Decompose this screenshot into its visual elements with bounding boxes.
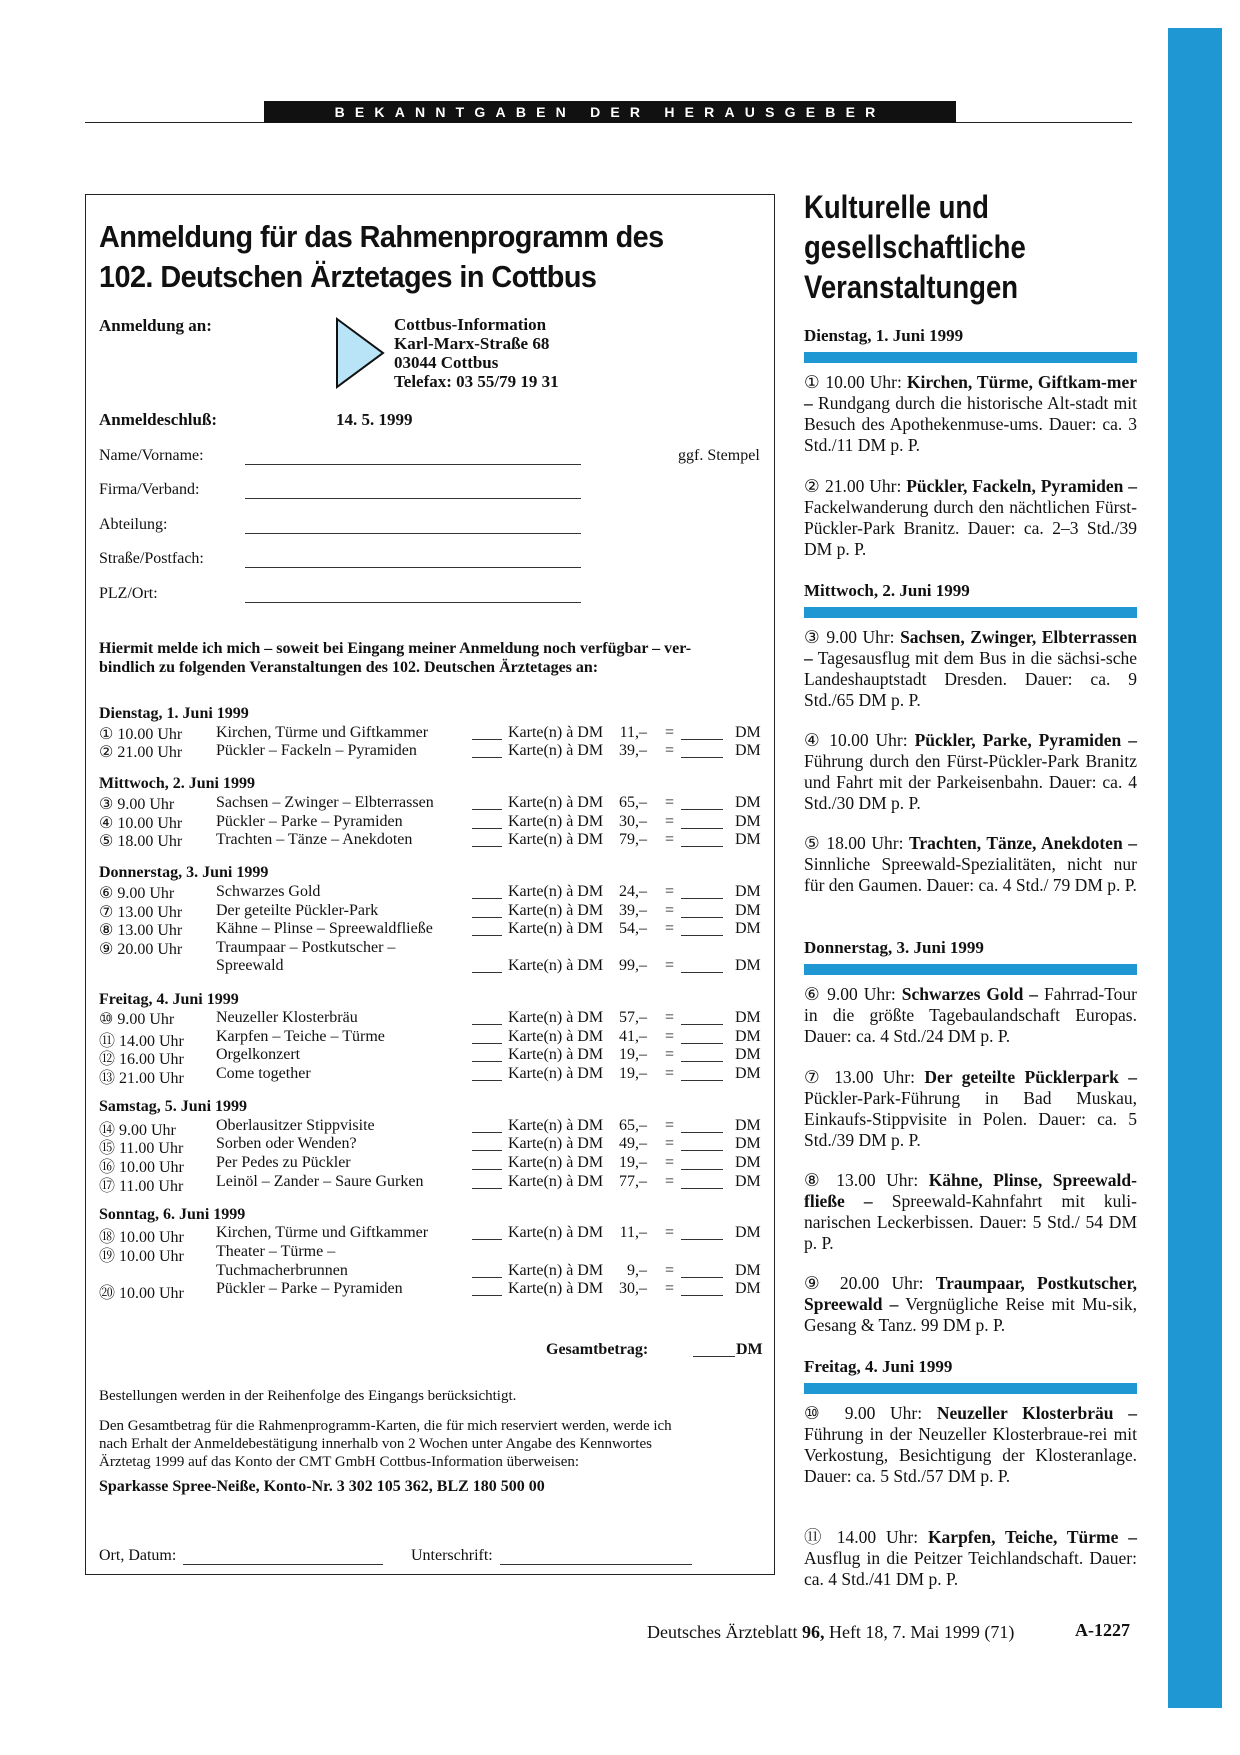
ticket-price: 19,– [619, 1065, 647, 1082]
ticket-price: 30,– [619, 812, 647, 830]
field-input-line[interactable] [245, 602, 581, 603]
signature-line[interactable] [500, 1564, 692, 1565]
anmeldung-label: Anmeldung an: [99, 316, 212, 335]
equals-sign: = [665, 1065, 675, 1082]
event-name: Pückler – Fackeln – Pyramiden [216, 742, 417, 760]
subtotal-input[interactable] [681, 1239, 723, 1240]
address-line: Cottbus-Information [394, 315, 547, 334]
ticket-label: Karte(n) à DM [508, 742, 604, 760]
subtotal-input[interactable] [681, 757, 723, 758]
ticket-count-input[interactable] [472, 1169, 502, 1170]
event-title: Traumpaar, Postkutscher, Spreewald – [804, 1273, 1137, 1314]
event-row [99, 1243, 764, 1279]
day-heading: Samstag, 5. Juni 1999 [99, 1098, 248, 1116]
currency-label: DM [735, 883, 761, 900]
event-title: Der geteilte Pücklerpark – [924, 1067, 1137, 1087]
ticket-price: 49,– [619, 1135, 647, 1153]
ticket-price: 65,– [619, 1116, 647, 1134]
section-banner: BEKANNTGABEN DER HERAUSGEBER [264, 101, 956, 123]
event-row [99, 1172, 764, 1195]
event-description [804, 627, 1137, 711]
event-description [804, 833, 1137, 896]
equals-sign: = [665, 1224, 675, 1242]
event-name: Kirchen, Türme und Giftkammer [216, 723, 429, 741]
subtotal-input[interactable] [681, 1169, 723, 1170]
ticket-label: Karte(n) à DM [508, 1046, 604, 1064]
ticket-count-input[interactable] [472, 1080, 502, 1081]
event-name: Schwarzes Gold [216, 883, 321, 900]
day-heading: Dienstag, 1. Juni 1999 [99, 705, 249, 722]
subtotal-input[interactable] [681, 917, 723, 918]
event-row [99, 1065, 764, 1087]
registration-form [85, 194, 775, 1575]
event-title: Neuzeller Klosterbräu – [936, 1403, 1137, 1423]
subtotal-input[interactable] [681, 846, 723, 847]
event-time: ① 10.00 Uhr [99, 725, 183, 743]
day-heading: Dienstag, 1. Juni 1999 [804, 326, 964, 345]
event-row [99, 724, 764, 742]
equals-sign: = [665, 1280, 675, 1298]
event-row [99, 1280, 764, 1303]
event-text: Vergnügliche Reise mit Mu-sik, Gesang & Tanz. 99 DM p. P. [804, 1294, 1137, 1335]
ticket-label: Karte(n) à DM [508, 812, 604, 830]
currency-label: DM [735, 957, 761, 975]
event-time: ⑥ 9.00 Uhr [99, 885, 175, 902]
subtotal-input[interactable] [681, 972, 723, 973]
event-time: ⑨ 20.00 Uhr: [804, 1273, 936, 1293]
event-row [99, 1135, 764, 1158]
subtotal-input[interactable] [681, 898, 723, 899]
equals-sign: = [665, 901, 675, 919]
equals-sign: = [665, 1046, 675, 1064]
ticket-label: Karte(n) à DM [508, 794, 604, 811]
field-input-line[interactable] [245, 533, 581, 534]
street-field[interactable] [99, 550, 579, 572]
ticket-price: 57,– [619, 1009, 647, 1027]
bank-details: Sparkasse Spree-Neiße, Konto-Nr. 3 302 105 362, BLZ 180 500 00 [99, 1478, 545, 1495]
event-title: Sachsen, Zwinger, Elbterrassen – [804, 627, 1137, 668]
currency-label: DM [735, 1135, 761, 1153]
day-heading: Donnerstag, 3. Juni 1999 [99, 864, 269, 882]
ticket-count-input[interactable] [472, 809, 502, 810]
equals-sign: = [665, 1172, 675, 1190]
event-title: Pückler, Parke, Pyramiden – [914, 730, 1137, 750]
equals-sign: = [665, 831, 675, 849]
subtotal-input[interactable] [681, 935, 723, 936]
event-row [99, 1027, 764, 1050]
event-time: ② 21.00 Uhr: [804, 476, 907, 496]
event-text: Sinnliche Spreewald-Spezialitäten, nicht nur für den Gaumen. Dauer: ca. 4 Std./ 79 DM p. P. [804, 854, 1137, 895]
journal-issue: Heft 18, 7. Mai 1999 (71) [824, 1622, 1015, 1642]
event-time: ⑦ 13.00 Uhr [99, 903, 183, 921]
event-time: ⑩ 9.00 Uhr: [804, 1403, 937, 1423]
journal-name: Deutsches Ärzteblatt [647, 1622, 802, 1642]
form-title [99, 217, 717, 297]
ticket-count-input[interactable] [472, 1188, 502, 1189]
title-line: gesellschaftliche [804, 229, 1026, 265]
event-name: Kirchen, Türme und Giftkammer [216, 1224, 429, 1242]
event-time: ⑭ 9.00 Uhr [99, 1121, 176, 1139]
event-time: ⑩ 9.00 Uhr [99, 1011, 175, 1029]
ticket-count-input[interactable] [472, 739, 502, 740]
address-line: Telefax: 03 55/79 19 31 [394, 372, 559, 391]
signature-label: Unterschrift: [411, 1547, 493, 1564]
event-text: Rundgang durch die historische Alt-stadt mit Besuch des Apothekenmuse-ums. Dauer: ca. 3 Std./11 DM p. P. [804, 393, 1137, 455]
event-text: Ausflug in die Peitzer Teichlandschaft. Dauer: ca. 4 Std./41 DM p. P. [804, 1548, 1137, 1589]
event-name: Sorben oder Wenden? [216, 1135, 357, 1153]
field-input-line[interactable] [245, 498, 581, 499]
event-name: Kähne – Plinse – Spreewaldfließe [216, 920, 433, 938]
event-time: ④ 10.00 Uhr [99, 814, 183, 832]
ticket-price: 39,– [619, 901, 647, 919]
event-description [804, 1170, 1137, 1254]
event-description [804, 1067, 1137, 1151]
ticket-count-input[interactable] [472, 846, 502, 847]
ticket-label: Karte(n) à DM [508, 1027, 604, 1045]
event-name: Traumpaar – Postkutscher – [216, 938, 396, 956]
event-description [804, 730, 1137, 814]
event-text: Führung durch den Fürst-Pückler-Park Branitz und Fahrt mit der Parkeisenbahn. Dauer: ca. 4 Std./30 DM p. P. [804, 751, 1137, 813]
total-input-line[interactable] [693, 1356, 735, 1357]
event-name: Der geteilte Pückler-Park [216, 901, 379, 919]
ticket-count-input[interactable] [472, 1239, 502, 1240]
total-currency: DM [736, 1341, 763, 1358]
day-heading-bar [804, 964, 1137, 975]
event-title: Schwarzes Gold – [901, 984, 1039, 1004]
subtotal-input[interactable] [681, 809, 723, 810]
day-heading: Freitag, 4. Juni 1999 [99, 990, 239, 1008]
total-label: Gesamtbetrag: [546, 1341, 649, 1358]
ticket-count-input[interactable] [472, 898, 502, 899]
department-field[interactable] [99, 516, 579, 538]
event-time: ⑲ 10.00 Uhr [99, 1248, 184, 1265]
event-row [99, 831, 764, 849]
page-number: A-1227 [1075, 1620, 1130, 1640]
currency-label: DM [735, 1172, 761, 1190]
event-row [99, 813, 764, 831]
subtotal-input[interactable] [681, 1188, 723, 1189]
event-text: Fackelwanderung durch den nächtlichen Fürst-Pückler-Park Branitz. Dauer: ca. 2–3 Std./39 DM p. P. [804, 497, 1137, 559]
ticket-count-input[interactable] [472, 1024, 502, 1025]
ticket-price: 11,– [619, 1224, 647, 1242]
field-input-line[interactable] [245, 464, 581, 465]
field-label: Abteilung: [99, 516, 168, 533]
field-label: PLZ/Ort: [99, 585, 158, 602]
field-label: Name/Vorname: [99, 447, 204, 464]
event-row [99, 883, 764, 901]
equals-sign: = [665, 723, 675, 741]
event-name: Sachsen – Zwinger – Elbterrassen [216, 794, 434, 811]
event-time: ⑱ 10.00 Uhr [99, 1229, 184, 1247]
currency-label: DM [735, 794, 761, 811]
order-note: Bestellungen werden in der Reihenfolge des Eingangs berücksichtigt. [99, 1388, 517, 1404]
ticket-count-input[interactable] [472, 972, 502, 973]
event-text: Spreewald-Kahnfahrt mit kuli-narischen Leckerbissen. Dauer: 5 Std./ 54 DM p. P. [804, 1191, 1137, 1253]
ticket-price: 79,– [619, 831, 647, 849]
day-heading-bar [804, 352, 1137, 363]
ticket-label: Karte(n) à DM [508, 1009, 604, 1027]
equals-sign: = [665, 1116, 675, 1134]
day-heading: Donnerstag, 3. Juni 1999 [804, 938, 984, 957]
equals-sign: = [665, 920, 675, 938]
event-row [99, 742, 764, 760]
event-time: ⑰ 11.00 Uhr [99, 1177, 184, 1195]
event-text: Fahrrad-Tour in die größte Tagebaulandschaft Europas. Dauer: ca. 4 Std./24 DM p. P. [804, 984, 1137, 1046]
equals-sign: = [665, 1009, 675, 1027]
event-row [99, 1154, 764, 1176]
currency-label: DM [735, 901, 761, 919]
subtotal-input[interactable] [681, 1295, 723, 1296]
ticket-label: Karte(n) à DM [508, 1172, 604, 1190]
ticket-price: 39,– [619, 742, 647, 760]
day-heading-bar [804, 1383, 1137, 1394]
form-title-line2: 102. Deutschen Ärztetages in Cottbus [99, 259, 597, 294]
address-block [394, 315, 559, 391]
ticket-count-input[interactable] [472, 917, 502, 918]
payment-note [99, 1417, 764, 1471]
event-text: Führung in der Neuzeller Klosterbraue-rei mit Verkostung, Besichtigung der Klosteranlage. Dauer: ca. 5 Std./57 DM p. P. [804, 1424, 1137, 1486]
event-title: Karpfen, Teiche, Türme – [927, 1527, 1137, 1547]
subtotal-input[interactable] [681, 828, 723, 829]
equals-sign: = [665, 883, 675, 900]
triangle-right-icon [335, 317, 385, 389]
currency-label: DM [735, 1046, 761, 1064]
ticket-label: Karte(n) à DM [508, 883, 604, 900]
event-text: Tagesausflug mit dem Bus in die sächsi-sche Landeshauptstadt Dresden. Dauer: ca. 9 Std./65 DM p. P. [804, 648, 1137, 710]
event-time: ⑫ 16.00 Uhr [99, 1051, 184, 1069]
ticket-label: Karte(n) à DM [508, 831, 604, 849]
currency-label: DM [735, 831, 761, 849]
event-time: ⑨ 20.00 Uhr [99, 940, 183, 958]
field-label: Firma/Verband: [99, 481, 200, 498]
ticket-label: Karte(n) à DM [508, 1280, 604, 1298]
event-row [99, 902, 764, 920]
event-row [99, 938, 764, 975]
intro-text [99, 639, 759, 677]
ticket-price: 24,– [619, 883, 647, 900]
deadline-value: 14. 5. 1999 [336, 410, 413, 429]
currency-label: DM [735, 1261, 761, 1279]
form-title-line1: Anmeldung für das Rahmenprogramm des [99, 219, 664, 254]
place-date-line[interactable] [183, 1564, 383, 1565]
event-description [804, 1273, 1137, 1336]
subtotal-input[interactable] [681, 1024, 723, 1025]
event-description [804, 1527, 1137, 1590]
event-time: ④ 10.00 Uhr: [804, 730, 915, 750]
ticket-count-input[interactable] [472, 1132, 502, 1133]
title-line: Veranstaltungen [804, 269, 1019, 305]
event-title: Trachten, Tänze, Anekdoten – [909, 833, 1137, 853]
ticket-count-input[interactable] [472, 1043, 502, 1044]
currency-label: DM [735, 920, 761, 938]
ticket-count-input[interactable] [472, 1295, 502, 1296]
ticket-count-input[interactable] [472, 1277, 502, 1278]
event-time: ⑦ 13.00 Uhr: [804, 1067, 925, 1087]
ticket-price: 65,– [619, 794, 647, 811]
payment-note-line: Ärztetag 1999 auf das Konto der CMT GmbH Cottbus-Information überweisen: [99, 1454, 580, 1470]
subtotal-input[interactable] [681, 1150, 723, 1151]
event-name: Pückler – Parke – Pyramiden [216, 812, 403, 830]
event-time: ③ 9.00 Uhr [99, 796, 175, 813]
payment-note-line: nach Erhalt der Anmeldebestätigung innerhalb von 2 Wochen unter Angabe des Kennwortes [99, 1436, 652, 1452]
event-text: Pückler-Park-Führung in Bad Muskau, Einkaufs-Stippvisite in Polen. Dauer: ca. 5 Std./39 DM p. P. [804, 1088, 1137, 1150]
equals-sign: = [665, 742, 675, 760]
subtotal-input[interactable] [681, 1132, 723, 1133]
event-name: Neuzeller Klosterbräu [216, 1009, 358, 1027]
subtotal-input[interactable] [681, 1277, 723, 1278]
deadline-label: Anmeldeschluß: [99, 410, 218, 429]
event-name: Trachten – Tänze – Anekdoten [216, 831, 413, 849]
field-input-line[interactable] [245, 567, 581, 568]
day-heading: Freitag, 4. Juni 1999 [804, 1357, 953, 1376]
ticket-price: 11,– [619, 723, 647, 741]
event-name-continued: Spreewald [216, 957, 284, 975]
name-field[interactable] [99, 447, 579, 469]
ticket-label: Karte(n) à DM [508, 723, 604, 741]
event-description [804, 372, 1137, 456]
event-time: ⑳ 10.00 Uhr [99, 1285, 184, 1303]
event-title: Kähne, Plinse, Spreewald-fließe – [804, 1170, 1137, 1211]
subtotal-input[interactable] [681, 739, 723, 740]
ticket-label: Karte(n) à DM [508, 920, 604, 938]
event-time: ③ 9.00 Uhr: [804, 627, 901, 647]
currency-label: DM [735, 1065, 761, 1082]
event-name: Pückler – Parke – Pyramiden [216, 1280, 403, 1298]
currency-label: DM [735, 1154, 761, 1171]
event-name: Oberlausitzer Stippvisite [216, 1116, 375, 1134]
side-accent-bar [1168, 28, 1222, 1708]
event-row [99, 1046, 764, 1069]
day-heading-bar [804, 607, 1137, 618]
ticket-count-input[interactable] [472, 935, 502, 936]
subtotal-input[interactable] [681, 1061, 723, 1062]
address-line: 03044 Cottbus [394, 353, 499, 372]
ticket-label: Karte(n) à DM [508, 901, 604, 919]
event-time: ⑬ 21.00 Uhr [99, 1070, 184, 1087]
title-line: Kulturelle und [804, 189, 989, 225]
ticket-label: Karte(n) à DM [508, 1135, 604, 1153]
event-name: Per Pedes zu Pückler [216, 1154, 351, 1171]
subtotal-input[interactable] [681, 1080, 723, 1081]
currency-label: DM [735, 1009, 761, 1027]
currency-label: DM [735, 723, 761, 741]
company-field[interactable] [99, 481, 579, 503]
stamp-label: ggf. Stempel [678, 447, 760, 464]
event-time: ⑧ 13.00 Uhr [99, 922, 183, 940]
day-heading: Sonntag, 6. Juni 1999 [99, 1205, 246, 1223]
event-time: ⑧ 13.00 Uhr: [804, 1170, 929, 1190]
subtotal-input[interactable] [681, 1043, 723, 1044]
event-name-continued: Tuchmacherbrunnen [216, 1261, 348, 1279]
ticket-price: 77,– [619, 1172, 647, 1190]
ticket-count-input[interactable] [472, 1150, 502, 1151]
right-column-title [804, 187, 1088, 307]
ticket-price: 54,– [619, 920, 647, 938]
event-time: ⑮ 11.00 Uhr [99, 1140, 184, 1158]
equals-sign: = [665, 812, 675, 830]
event-row [99, 1116, 764, 1139]
ticket-price: 30,– [619, 1280, 647, 1298]
ticket-price: 19,– [619, 1046, 647, 1064]
event-time: ② 21.00 Uhr [99, 744, 183, 762]
event-time: ⑪ 14.00 Uhr: [804, 1527, 928, 1547]
day-heading: Mittwoch, 2. Juni 1999 [804, 581, 970, 600]
ticket-price: 9,– [627, 1261, 647, 1279]
event-row [99, 794, 764, 812]
ticket-price: 19,– [619, 1154, 647, 1171]
ticket-label: Karte(n) à DM [508, 1261, 604, 1279]
city-field[interactable] [99, 585, 579, 607]
ticket-count-input[interactable] [472, 828, 502, 829]
event-name: Come together [216, 1065, 311, 1082]
payment-note-line: Den Gesamtbetrag für die Rahmenprogramm-Karten, die für mich reserviert werden, werde ich [99, 1418, 672, 1434]
equals-sign: = [665, 1154, 675, 1171]
event-description [804, 984, 1137, 1047]
currency-label: DM [735, 1280, 761, 1298]
event-description [804, 1403, 1137, 1487]
event-title: Kirchen, Türme, Giftkam-mer – [804, 372, 1137, 413]
field-label: Straße/Postfach: [99, 550, 204, 567]
event-name: Karpfen – Teiche – Türme [216, 1027, 385, 1045]
intro-line: Hiermit melde ich mich – soweit bei Eingang meiner Anmeldung noch verfügbar – ver- [99, 640, 692, 657]
currency-label: DM [735, 812, 761, 830]
currency-label: DM [735, 1224, 761, 1242]
event-time: ⑤ 18.00 Uhr [99, 833, 183, 851]
event-time: ⑥ 9.00 Uhr: [804, 984, 902, 1004]
currency-label: DM [735, 1027, 761, 1045]
ticket-label: Karte(n) à DM [508, 957, 604, 975]
ticket-label: Karte(n) à DM [508, 1116, 604, 1134]
event-name: Leinöl – Zander – Saure Gurken [216, 1172, 424, 1190]
event-name: Theater – Türme – [216, 1243, 336, 1260]
ticket-count-input[interactable] [472, 1061, 502, 1062]
place-date-label: Ort, Datum: [99, 1547, 177, 1564]
address-line: Karl-Marx-Straße 68 [394, 334, 550, 353]
event-row [99, 1224, 764, 1247]
event-time: ⑪ 14.00 Uhr [99, 1032, 184, 1050]
event-row [99, 1009, 764, 1027]
day-heading: Mittwoch, 2. Juni 1999 [99, 775, 255, 793]
equals-sign: = [665, 957, 675, 975]
equals-sign: = [665, 1027, 675, 1045]
journal-footer [647, 1622, 1014, 1643]
event-title: Pückler, Fackeln, Pyramiden – [906, 476, 1137, 496]
journal-volume: 96, [801, 1622, 825, 1642]
event-row [99, 920, 764, 938]
equals-sign: = [665, 1261, 675, 1279]
intro-line: bindlich zu folgenden Veranstaltungen des 102. Deutschen Ärztetages an: [99, 659, 599, 676]
ticket-price: 99,– [619, 957, 647, 975]
event-time: ⑯ 10.00 Uhr [99, 1159, 184, 1176]
ticket-count-input[interactable] [472, 757, 502, 758]
ticket-price: 41,– [619, 1027, 647, 1045]
event-description [804, 476, 1137, 560]
ticket-label: Karte(n) à DM [508, 1224, 604, 1242]
ticket-label: Karte(n) à DM [508, 1065, 604, 1082]
currency-label: DM [735, 1116, 761, 1134]
equals-sign: = [665, 1135, 675, 1153]
currency-label: DM [735, 742, 761, 760]
event-name: Orgelkonzert [216, 1046, 301, 1064]
event-time: ⑤ 18.00 Uhr: [804, 833, 909, 853]
event-time: ① 10.00 Uhr: [804, 372, 907, 392]
equals-sign: = [665, 794, 675, 811]
ticket-label: Karte(n) à DM [508, 1154, 604, 1171]
